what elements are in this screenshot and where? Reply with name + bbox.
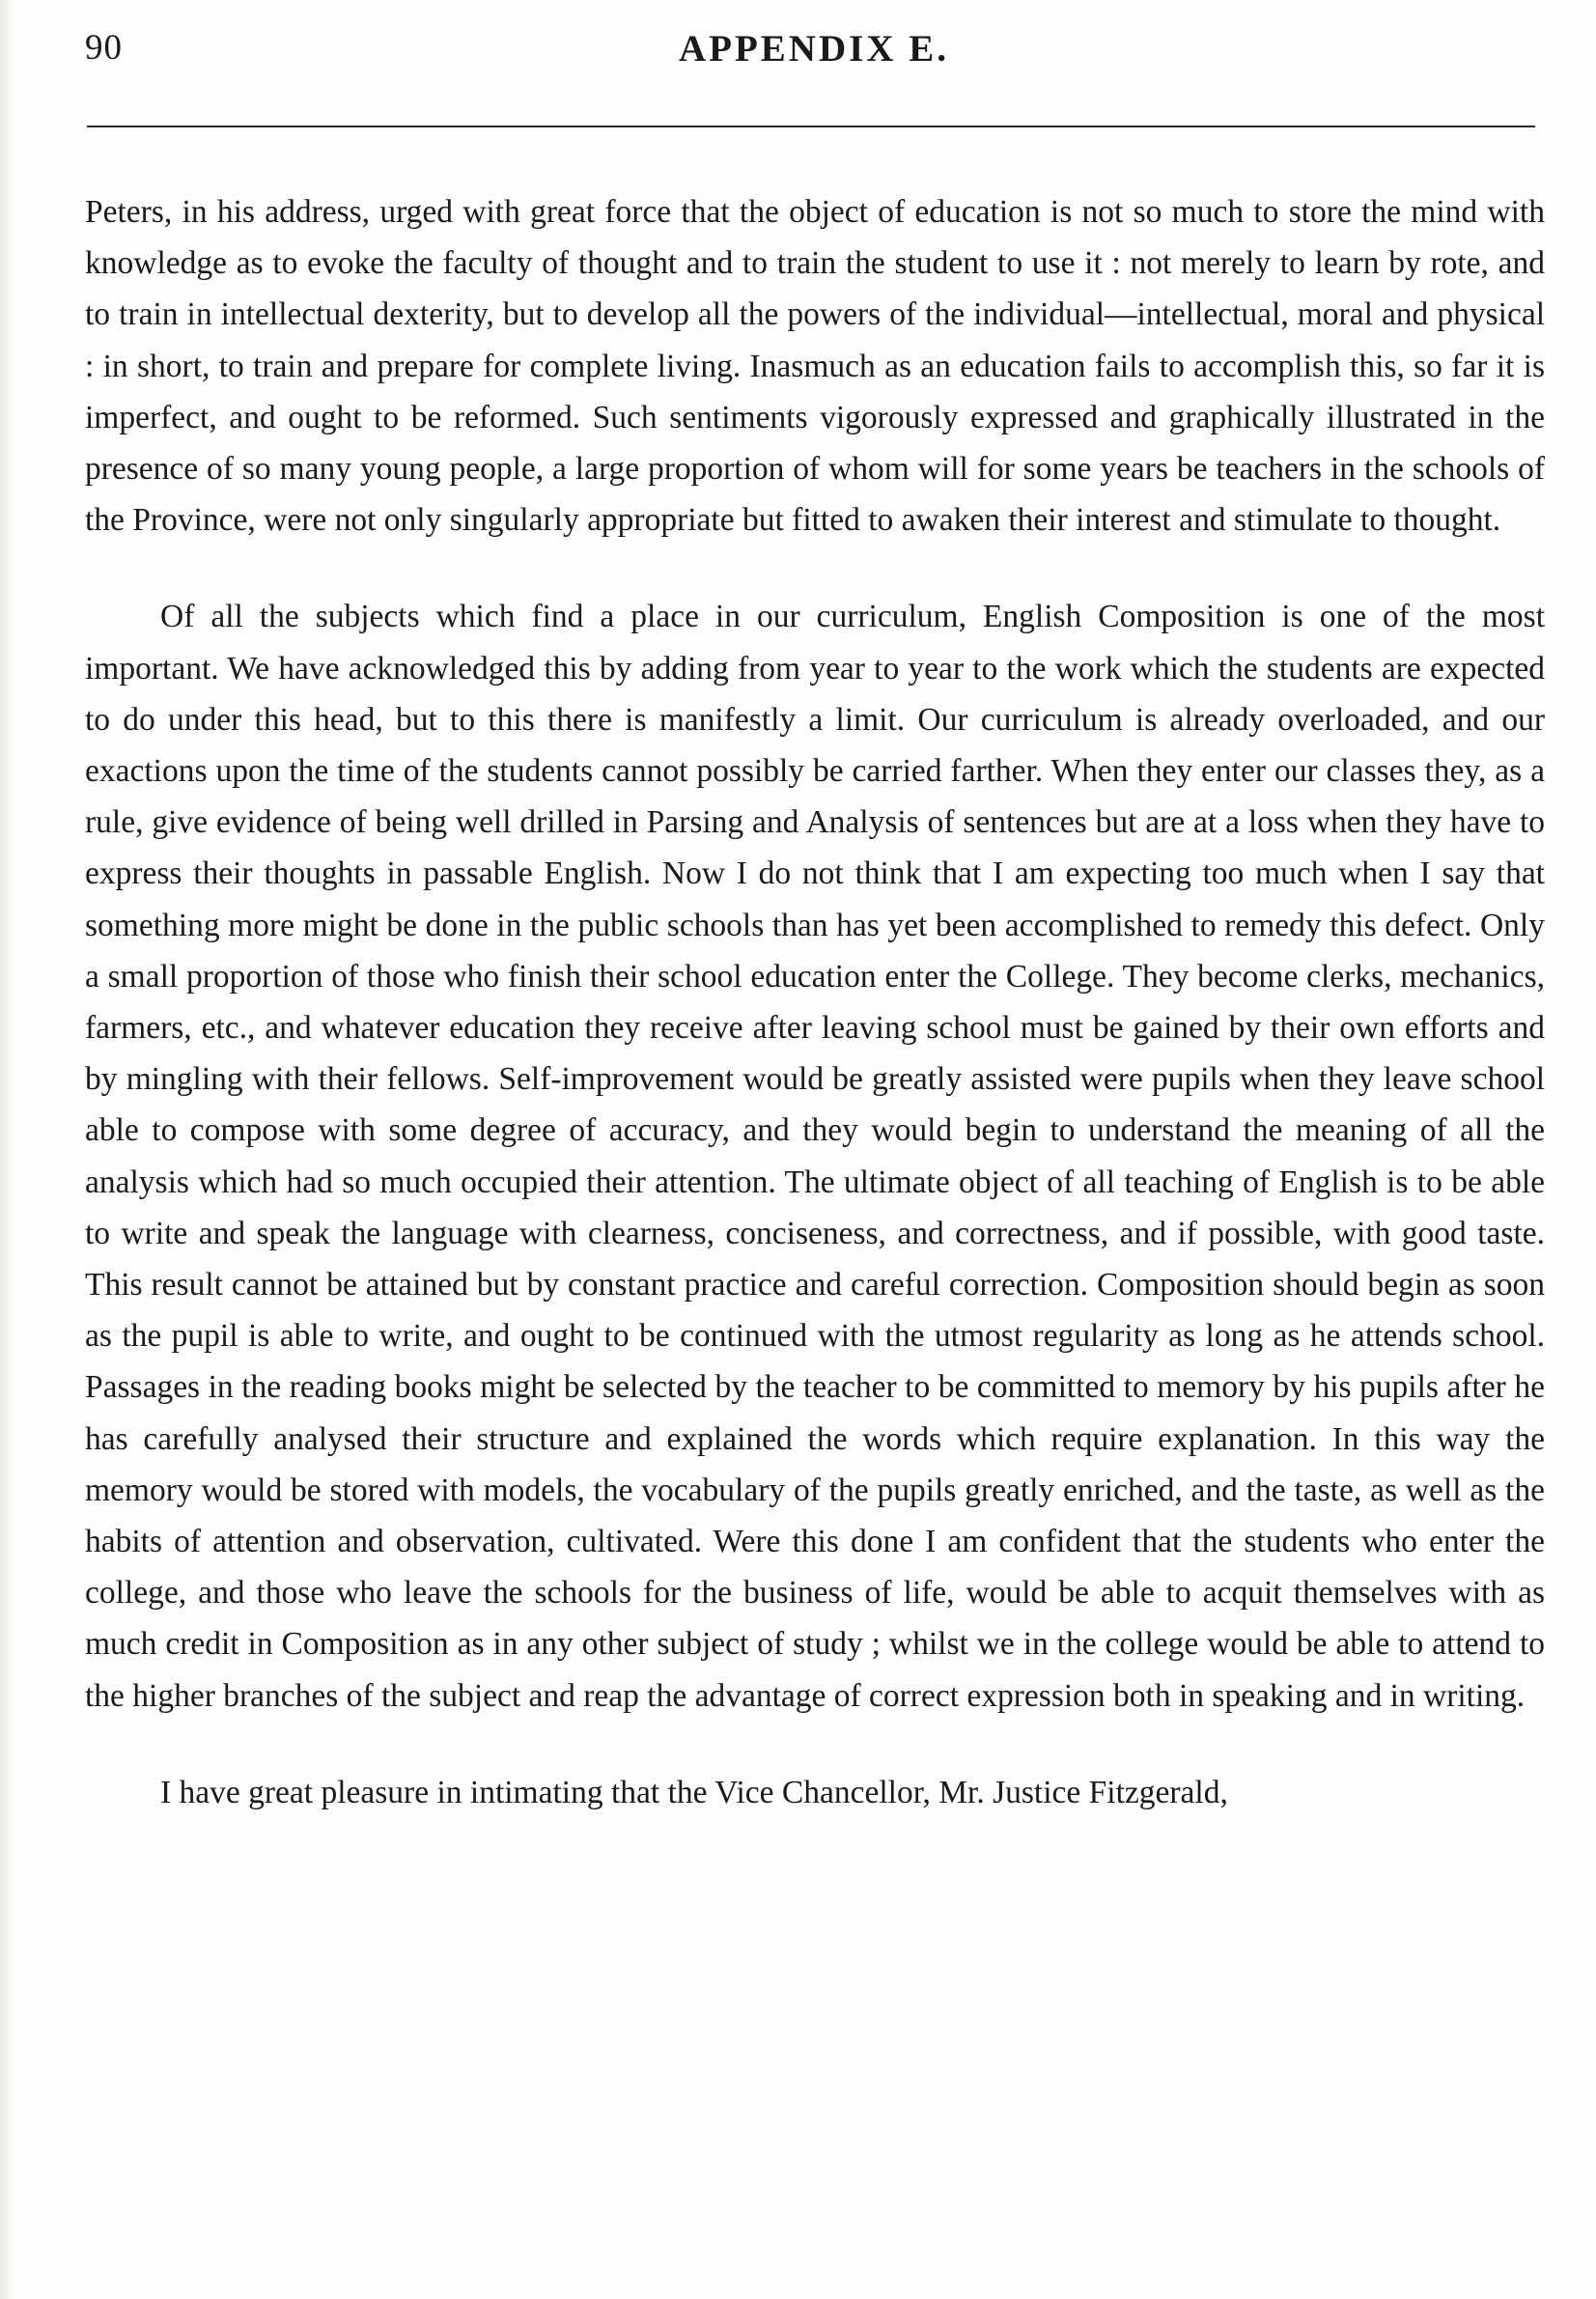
paragraph-3: I have great pleasure in intimating that the Vice Chancellor, Mr. Justice Fitzgerald,: [160, 1774, 1228, 1810]
running-title: APPENDIX E.: [678, 28, 949, 70]
page-number: 90: [85, 28, 123, 68]
page-edge-shadow: [0, 0, 14, 2299]
paragraph-1: Peters, in his address, urged with great force that the object of education is not so much to store the mind with knowledge as to evoke the faculty of thought and to train the student to use it : not merely to learn by rote, and to train in intellectual dexterity, but to develop all the powers of the individual—intellectual, moral and physical : in short, to train and prepare for complete living. Inasmuch as an education fails to accomplish this, so far it is imperfect, and ought to be reformed. Such sentiments vigorously expressed and graphically illustrated in the presence of so many young people, a large proportion of whom will for some years be teachers in the schools of the Province, were not only singularly appropriate but fitted to awaken their interest and stimulate to thought.: [85, 194, 1545, 539]
header-rule: [87, 126, 1535, 127]
page-header: [85, 27, 1543, 85]
body-text: [85, 186, 1545, 1818]
paragraph-2: Of all the subjects which find a place in our curriculum, English Composition is one of the most important. We have acknowledged this by adding from year to year to the work which the students are expected to do under this head, but to this there is manifestly a limit. Our curriculum is already overloaded, and our exactions upon the time of the students cannot possibly be carried farther. When they enter our classes they, as a rule, give evidence of being well drilled in Parsing and Analysis of sentences but are at a loss when they have to express their thoughts in passable English. Now I do not think that I am expecting too much when I say that something more might be done in the public schools than has yet been accomplished to remedy this defect. Only a small proportion of those who finish their school education enter the College. They become clerks, mechanics, farmers, etc., and whatever education they receive after leaving school must be gained by their own efforts and by mingling with their fellows. Self-improvement would be greatly assisted were pupils when they leave school able to compose with some degree of accuracy, and they would begin to understand the meaning of all the analysis which had so much occupied their attention. The ultimate object of all teaching of English is to be able to write and speak the language with clearness, conciseness, and correctness, and if possible, with good taste. This result cannot be attained but by constant practice and careful correction. Composition should begin as soon as the pupil is able to write, and ought to be continued with the utmost regularity as long as he attends school. Passages in the reading books might be selected by the teacher to be committed to memory by his pupils after he has carefully analysed their structure and explained the words which require explanation. In this way the memory would be stored with models, the vocabulary of the pupils greatly enriched, and the taste, as well as the habits of attention and observation, cultivated. Were this done I am confident that the students who enter the college, and those who leave the schools for the business of life, would be able to acquit themselves with as much credit in Composition as in any other subject of study ; whilst we in the college would be able to attend to the higher branches of the subject and reap the advantage of correct expression both in speaking and in writing.: [85, 599, 1545, 1714]
